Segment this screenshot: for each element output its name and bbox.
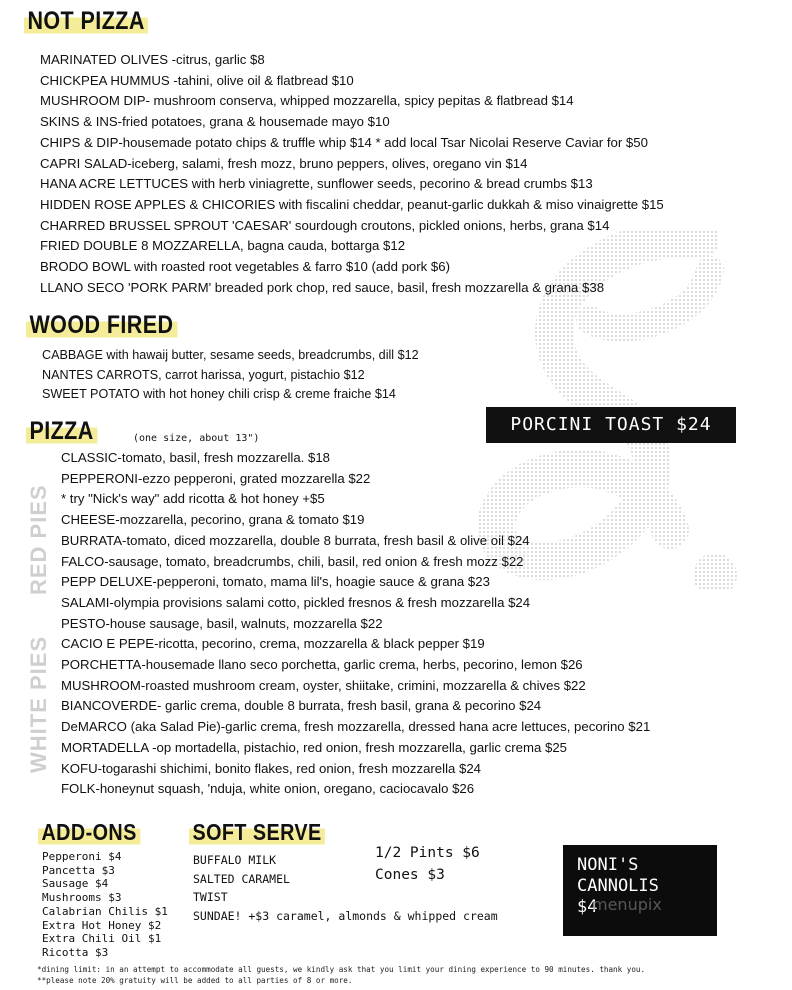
cannolis-price: $4: [577, 897, 598, 917]
menu-item: MARINATED OLIVES -citrus, garlic $8: [40, 52, 265, 67]
menu-item: CHARRED BRUSSEL SPROUT 'CAESAR' sourdough croutons, pickled onions, herbs, grana $14: [40, 217, 610, 233]
cannolis-box: [563, 845, 717, 936]
pizza-item: PORCHETTA-housemade llano seco porchetta, garlic crema, herbs, pecorino, lemon $26: [61, 657, 583, 673]
pizza-heading: PIZZA: [26, 416, 97, 446]
footer-notes: [37, 964, 645, 986]
add-on-item: Pancetta $3: [42, 863, 115, 877]
sundae-item: SUNDAE! +$3 caramel, almonds & whipped cream: [193, 908, 498, 923]
porcini-toast-banner: PORCINI TOAST $24: [486, 407, 736, 443]
pizza-item: KOFU-togarashi shichimi, bonito flakes, red onion, fresh mozzarella $24: [61, 760, 481, 776]
pizza-item: PESTO-house sausage, basil, walnuts, mozzarella $22: [61, 615, 383, 631]
dining-limit-note: *dining limit: in an attempt to accommodate all guests, we kindly ask that you limit your dining experience to 90 minutes. thank you.: [37, 965, 646, 974]
menu-item: BRODO BOWL with roasted root vegetables & farro $10 (add pork $6): [40, 259, 450, 275]
soft-serve-heading: SOFT SERVE: [189, 817, 325, 847]
gratuity-note: **please note 20% gratuity will be added to all parties of 8 or more.: [37, 976, 353, 985]
add-on-item: Extra Chili Oil $1: [42, 932, 162, 946]
pizza-item: FALCO-sausage, tomato, breadcrumbs, chili, basil, red onion & fresh mozz $22: [61, 553, 524, 569]
menu-item: CHICKPEA HUMMUS -tahini, olive oil & flatbread $10: [40, 72, 354, 88]
add-on-item: Mushrooms $3: [42, 891, 122, 905]
pizza-list: [61, 448, 650, 800]
menu-item: HIDDEN ROSE APPLES & CHICORIES with fiscalini cheddar, peanut-garlic dukkah & miso vinaigrette $15: [40, 196, 664, 212]
flavor-item: SALTED CARAMEL: [193, 871, 290, 886]
pizza-item: BIANCOVERDE- garlic crema, double 8 burrata, fresh basil, grana & pecorino $24: [61, 698, 542, 714]
not-pizza-heading: NOT PIZZA: [24, 6, 148, 36]
add-ons-heading: ADD-ONS: [38, 817, 140, 847]
menu-item: CABBAGE with hawaij butter, sesame seeds, breadcrumbs, dill $12: [42, 348, 419, 362]
flavor-item: TWIST: [193, 890, 228, 904]
red-pies-label: RED PIES: [26, 484, 51, 595]
pizza-item: SALAMI-olympia provisions salami cotto, pickled fresnos & fresh mozzarella $24: [61, 594, 531, 610]
cannolis-line1: NONI'S: [577, 855, 639, 875]
white-pies-label: WHITE PIES: [26, 635, 51, 773]
menu-item: FRIED DOUBLE 8 MOZZARELLA, bagna cauda, bottarga $12: [40, 238, 406, 254]
menupix-watermark: menupix: [592, 895, 662, 914]
wood-fired-list: [42, 346, 419, 405]
menu-item: NANTES CARROTS, carrot harissa, yogurt, pistachio $12: [42, 367, 365, 382]
menu-item: LLANO SECO 'PORK PARM' breaded pork chop, red sauce, basil, fresh mozzarella & grana $38: [40, 279, 605, 295]
soft-serve-prices: [375, 842, 480, 886]
menu-item: SWEET POTATO with hot honey chili crisp & creme fraiche $14: [42, 387, 396, 401]
menu-item: CAPRI SALAD-iceberg, salami, fresh mozz, bruno peppers, olives, oregano vin $14: [40, 155, 528, 171]
add-on-item: Extra Hot Honey $2: [42, 918, 162, 932]
pizza-item: BURRATA-tomato, diced mozzarella, double 8 burrata, fresh basil & olive oil $24: [61, 532, 530, 548]
add-on-item: Calabrian Chilis $1: [42, 904, 168, 918]
menu-item: SKINS & INS-fried potatoes, grana & housemade mayo $10: [40, 114, 390, 130]
pizza-item: CLASSIC-tomato, basil, fresh mozzarella. $18: [61, 450, 330, 465]
pizza-item: PEPP DELUXE-pepperoni, tomato, mama lil's, hoagie sauce & grana $23: [61, 574, 490, 590]
flavor-item: BUFFALO MILK: [193, 853, 277, 867]
pints-price: 1/2 Pints $6: [375, 845, 480, 861]
pizza-item: PEPPERONI-ezzo pepperoni, grated mozzarella $22: [61, 470, 371, 486]
pizza-item: * try "Nick's way" add ricotta & hot honey +$5: [61, 491, 325, 507]
pizza-item: CHEESE-mozzarella, pecorino, grana & tomato $19: [61, 512, 365, 528]
pizza-item: FOLK-honeynut squash, 'nduja, white onion, oregano, caciocavalo $26: [61, 781, 475, 797]
add-on-item: Ricotta $3: [42, 945, 109, 959]
pizza-item: DeMARCO (aka Salad Pie)-garlic crema, fresh mozzarella, dressed hana acre lettuces, pecorino $21: [61, 719, 651, 735]
wood-fired-heading: WOOD FIRED: [26, 310, 177, 340]
pizza-item: MORTADELLA -op mortadella, pistachio, red onion, fresh mozzarella, garlic crema $25: [61, 739, 567, 755]
add-ons-list: [42, 850, 168, 960]
not-pizza-list: [40, 50, 664, 298]
pizza-item: CACIO E PEPE-ricotta, pecorino, crema, mozzarella & black pepper $19: [61, 636, 485, 652]
add-on-item: Pepperoni $4: [42, 850, 122, 863]
menu-item: CHIPS & DIP-housemade potato chips & truffle whip $14 * add local Tsar Nicolai Reserve Caviar for $50: [40, 134, 648, 150]
pizza-size-note: (one size, about 13"): [133, 433, 260, 444]
cones-price: Cones $3: [375, 867, 445, 883]
menu-item: MUSHROOM DIP- mushroom conserva, whipped mozzarella, spicy pepitas & flatbread $14: [40, 93, 574, 109]
pizza-item: MUSHROOM-roasted mushroom cream, oyster, shiitake, crimini, mozzarella & chives $22: [61, 677, 586, 693]
add-on-item: Sausage $4: [42, 877, 109, 891]
menu-item: HANA ACRE LETTUCES with herb viniagrette, sunflower seeds, pecorino & bread crumbs $13: [40, 176, 593, 192]
cannolis-line2: CANNOLIS: [577, 876, 659, 896]
